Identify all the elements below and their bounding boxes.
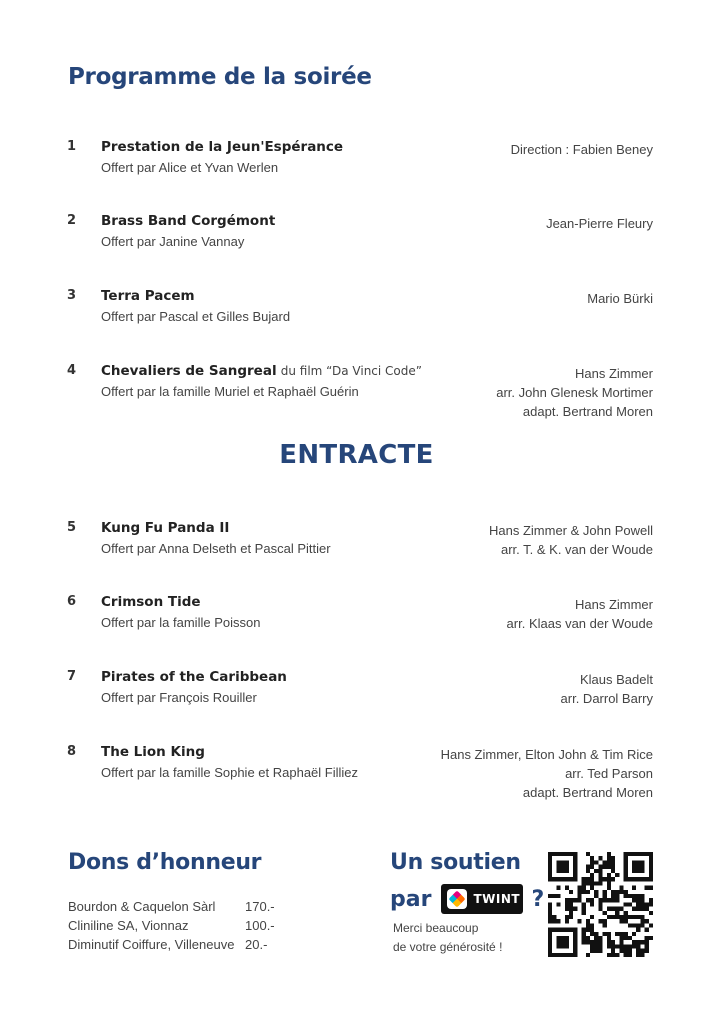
credit-line: adapt. Bertrand Moren [522, 785, 653, 800]
item-sponsor: Offert par la famille Poisson [101, 615, 261, 630]
item-title [101, 288, 195, 304]
item-number: 3 [67, 288, 77, 303]
credit-line: arr. Darrol Barry [560, 691, 653, 706]
item-credits [496, 364, 653, 421]
item-title [101, 669, 287, 685]
title-main: Kung Fu Panda II [101, 520, 230, 536]
twint-logo [441, 884, 523, 914]
item-sponsor: Offert par Pascal et Gilles Bujard [101, 309, 291, 324]
thanks-line: de votre générosité ! [393, 940, 503, 954]
don-name: Diminutif Coiffure, Villeneuve [68, 937, 235, 952]
item-sponsor: Offert par la famille Muriel et Raphaël Guérin [101, 384, 359, 399]
thanks-line: Merci beaucoup [393, 921, 479, 935]
don-row [68, 916, 285, 935]
twint-label: TWINT [473, 892, 521, 906]
item-number: 1 [67, 139, 77, 154]
credit-line: arr. Klaas van der Woude [506, 616, 653, 631]
item-number: 7 [67, 669, 77, 684]
twint-mark-icon [447, 889, 467, 909]
program-item [0, 669, 721, 739]
item-credits [587, 289, 653, 308]
don-amount: 20.- [245, 937, 268, 952]
title-main: The Lion King [101, 744, 205, 760]
credit-line: Hans Zimmer [574, 366, 653, 381]
don-amount: 100.- [245, 918, 275, 933]
item-credits [546, 214, 653, 233]
credit-line: Klaus Badelt [580, 672, 653, 687]
item-sponsor: Offert par Janine Vannay [101, 234, 245, 249]
credit-line: Hans Zimmer & John Powell [489, 523, 653, 538]
program-item [0, 520, 721, 590]
support-thanks [393, 919, 502, 957]
item-title [101, 139, 343, 155]
don-name: Bourdon & Caquelon Sàrl [68, 899, 216, 914]
credit-line: arr. John Glenesk Mortimer [496, 385, 653, 400]
page-title: Programme de la soirée [68, 64, 372, 90]
program-item [0, 594, 721, 664]
credit-line: adapt. Bertrand Moren [522, 404, 653, 419]
support-par: par [390, 886, 432, 912]
support-question-mark: ? [531, 886, 545, 912]
title-suffix: du film “Da Vinci Code” [280, 364, 422, 378]
item-sponsor: Offert par Anna Delseth et Pascal Pittier [101, 541, 331, 556]
item-title [101, 744, 205, 760]
program-item [0, 139, 721, 209]
credit-line: Mario Bürki [587, 291, 653, 306]
don-row [68, 897, 285, 916]
don-amount: 170.- [245, 899, 275, 914]
title-main: Pirates of the Caribbean [101, 669, 287, 685]
support-heading-line2 [390, 884, 544, 914]
item-credits [441, 745, 653, 802]
support-heading: Un soutien [390, 850, 521, 875]
item-credits [507, 595, 653, 633]
credit-line: Hans Zimmer [574, 597, 653, 612]
item-sponsor: Offert par François Rouiller [101, 690, 257, 705]
item-credits [489, 521, 653, 559]
title-main: Prestation de la Jeun'Espérance [101, 139, 344, 155]
item-title [101, 363, 422, 379]
item-title [101, 594, 201, 610]
item-sponsor: Offert par la famille Sophie et Raphaël Filliez [101, 765, 358, 780]
credit-line: Hans Zimmer, Elton John & Tim Rice [440, 747, 653, 762]
title-main: Chevaliers de Sangreal [101, 363, 277, 379]
item-number: 8 [67, 744, 77, 759]
qr-code-icon[interactable] [548, 852, 653, 957]
program-item [0, 213, 721, 283]
credit-line: Jean-Pierre Fleury [546, 216, 653, 231]
item-title [101, 520, 229, 536]
entracte-heading: ENTRACTE [279, 440, 434, 470]
don-name: Cliniline SA, Vionnaz [68, 918, 189, 933]
credit-line: Direction : Fabien Beney [510, 142, 653, 157]
don-row [68, 935, 285, 954]
program-item [0, 744, 721, 814]
program-item [0, 288, 721, 358]
item-sponsor: Offert par Alice et Yvan Werlen [101, 160, 279, 175]
credit-line: arr. T. & K. van der Woude [501, 542, 653, 557]
title-main: Brass Band Corgémont [101, 213, 276, 229]
credit-line: arr. Ted Parson [565, 766, 653, 781]
dons-list [68, 897, 285, 954]
item-number: 6 [67, 594, 77, 609]
title-main: Terra Pacem [101, 288, 195, 304]
item-number: 5 [67, 520, 77, 535]
item-number: 2 [67, 213, 77, 228]
dons-title: Dons d’honneur [68, 850, 262, 875]
item-title [101, 213, 275, 229]
title-main: Crimson Tide [101, 594, 201, 610]
item-credits [511, 140, 653, 159]
item-number: 4 [67, 363, 77, 378]
program-item [0, 363, 721, 433]
item-credits [561, 670, 653, 708]
